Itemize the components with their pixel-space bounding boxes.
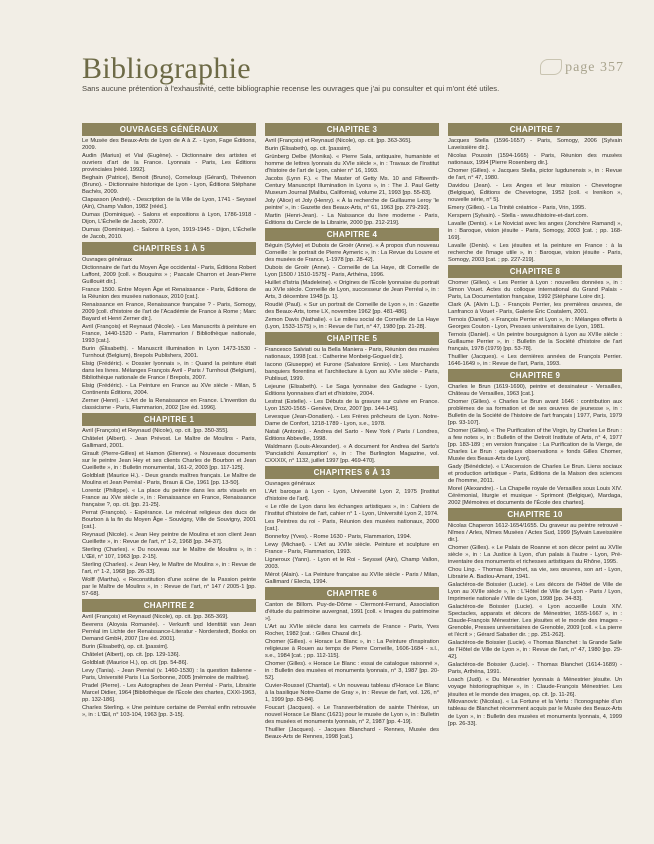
- bibliography-entry: Waldmann (Louis-Alexander). « A document for Andrea del Sarto's 'Panciatichi Assumption' », in : The Burlington Magazine, vol. CXXXIX, n° 1132, juillet 1997 [pp. 469-470].: [265, 443, 439, 464]
- bibliography-entry: Nicolas Chaperon 1612-1654/1655. Du graveur au peintre retrouvé - Nîmes / Arles, Nîmes Musées / Actes Sud, 1999 [Sylvain Laveissière dir.].: [448, 523, 622, 544]
- bibliography-entry: Chomer (Gilles). « Le Palais de Roanne et son décor peint au XVIIe siècle », in : La Justice à Lyon, d'un palais à l'autre - Lyon, Pré-inventaire des monuments et richesses artistiques du Rhône, 1995.: [448, 545, 622, 566]
- bibliography-entry: Elsig (Frédéric). - La Peinture en France au XVe siècle - Milan, 5 Continents Éditions, 2004.: [82, 383, 256, 397]
- bibliography-entry: Wolff (Martha). « Reconstitution d'une scène de la Passion peinte par le Maître de Moulins », in : Revue de l'art, n° 147 / 2005-1 [pp. 57-68].: [82, 576, 256, 598]
- bibliography-entry: Elsig (Frédéric). « Dossier lyonnais », in : Quand la peinture était dans les livres. Mélanges François Avril - Paris / Turnhout (Belgium), Bibliothèque nationale de France / Brepols, 2007.: [82, 361, 256, 382]
- leaf-ornament-icon: [540, 59, 562, 75]
- section-heading: CHAPITRES 1 À 5: [82, 242, 256, 255]
- bibliography-entry: Ternois (Daniel). « François Perrier et Lyon », in : Mélanges offerts à Georges Couton - Lyon, Presses universitaires de Lyon, 1981.: [448, 316, 622, 330]
- bibliography-entry: Reynaud (Nicole). « Jean Hey peintre de Moulins et son client Jean Cueillette », in : Revue de l'art, n° 1-2, 1968 [pp. 34-37].: [82, 532, 256, 546]
- column-1: [82, 123, 256, 823]
- bibliography-entry: Kerspern (Sylvain). - Stella - www.dhistoire-et-dart.com.: [448, 212, 589, 219]
- bibliography-entry: Renaissance en France, Renaissance française ? - Paris, Somogy, 2009 [coll. d'histoire de l'art de l'Académie de France à Rome ; Marc Bayard et Henri Zerner dir.].: [82, 301, 256, 323]
- bibliography-entry: Galactéros-de Boissier (Lucie). « Lyon accueille Louis XIV. Spectacles, apparats et décors de Ménestrier, 1655-1667 », in : Claude-François Ménestrier. Les jésuites et le monde des images - Grenoble, Presses universitaires de Grenoble, 2009 [coll. « La pierre et l'écrit » ; Gérard Sabatier dir. ; pp. 251-262].: [448, 604, 622, 639]
- bibliography-entry: Galactéros-de Boissier (Lucie). - Thomas Blanchet (1614-1689) - Paris, Arthéna, 1991.: [448, 662, 622, 676]
- bibliography-entry: Avril (François) et Reynaud (Nicole). - Les Manuscrits à peinture en France, 1440-1520 - Paris, Flammarion / Bibliothèque nationale, 1993 [cat.].: [82, 323, 256, 345]
- bibliography-entry: Ouvrages généraux: [265, 480, 315, 487]
- column-2: [265, 123, 439, 823]
- bibliography-entry: Ligneroux (Yann). - Lyon et le Roi - Seyssel (Ain), Champ Vallon, 2003.: [265, 556, 439, 570]
- bibliography-entry: Charles Sterling. « Une peinture certaine de Perréal enfin retrouvée », in : L'Œil, n° 103-104, 1963 [pp. 3-15].: [82, 704, 256, 718]
- bibliography-entry: Ouvrages généraux: [82, 257, 132, 263]
- bibliography-entry: Thuillier (Jacques). - Jacques Blanchard - Rennes, Musée des Beaux-Arts de Rennes, 1998 [cat.].: [265, 726, 439, 740]
- section-heading: CHAPITRE 3: [265, 123, 439, 136]
- bibliography-entry: Zerner (Henri). - L'Art de la Renaissance en France. L'invention du classicisme - Paris, Flammarion, 2002 [1re éd. 1996].: [82, 398, 256, 412]
- bibliography-entry: « Le rôle de Lyon dans les échanges artistiques », in : Cahiers de l'Institut d'histoire de l'art, cahier n° 1 - Lyon, Université Lyon 2, 1974.: [265, 503, 439, 517]
- bibliography-entry: Châtelet (Albert), op. cit. [pp. 129-136].: [82, 651, 181, 658]
- bibliography-entry: Mérot (Alain). - La Peinture française au XVIIe siècle - Paris / Milan, Gallimard / Electa, 1994.: [265, 571, 439, 585]
- page-title: Bibliographie: [82, 52, 251, 85]
- section-heading: CHAPITRE 2: [82, 599, 256, 612]
- bibliography-entry: Sterling (Charles). « Jean Hey, le Maître de Moulins », in : Revue de l'art, n° 1-2, 1968 [pp. 26-33].: [82, 561, 256, 576]
- page-number: page 357: [565, 60, 624, 75]
- bibliography-entry: Goldblatt (Maurice H.). - Deux grands maîtres français. Le Maître de Moulins et Jean Perréal - Paris, Braun & Cie, 1961 [pp. 13-50].: [82, 472, 256, 486]
- bibliography-entry: Davidou (Jean). - Les Anges et leur mission - Chevetogne (Belgique), Éditions de Chevetogne, 1952 [coll. « Irenikon », nouvelle série, n° 5].: [448, 182, 622, 204]
- bibliography-entry: Charles le Brun (1619-1690), peintre et dessinateur - Versailles, Château de Versailles, 1963 [cat.].: [448, 383, 622, 397]
- bibliography-entry: Burin (Élisabeth), op. cit. [passim].: [265, 145, 352, 152]
- bibliography-entry: Jacobs (Lynn F.). « The Master of Getty Ms. 10 and Fifteenth-Century Manuscript Illumination in Lyons », in : The J. Paul Getty Museum Journal [Malibu, California], volume 21, 1993 [pp. 55-83].: [265, 175, 439, 196]
- bibliography-entry: Bonnefoy (Yves). - Rome 1630 - Paris, Flammarion, 1994.: [265, 533, 412, 540]
- bibliography-entry: Galactéros-de Boissier (Lucie). « Thomas Blanchet : la Grande Salle de l'Hôtel de Ville de Lyon », in : Revue de l'art, n° 47, 1980 [pp. 29-42].: [448, 640, 622, 661]
- bibliography-entry: Milovanovic (Nicolas). « La Fortune et la Vertu : l'iconographie d'un tableau de Blanchet récemment acquis par le Musée des Beaux-Arts de Lyon », in : Bulletin des musées et monuments lyonnais, 4, 1999 [pp. 26-33].: [448, 699, 622, 727]
- bibliography-entry: Cuvier-Roussel (Chantal). « Un nouveau tableau d'Horace Le Blanc à la basilique Notre-Dame de Gray », in : Revue de l'art, vol. 126, n° 1, 1999 [pp. 83-84].: [265, 682, 439, 703]
- bibliography-entry: Lestrat (Estelle). - Les Débuts de la gravure sur cuivre en France. Lyon 1520-1565 - Genève, Droz, 2007 [pp. 144-145].: [265, 398, 439, 412]
- bibliography-entry: Chomer (Gilles). « Charles Le Brun avant 1646 : contribution aux problèmes de sa formation et de ses œuvres de jeunesse », in : Bulletin de la Société de l'histoire de l'art français | 1977, Paris, 1979 [pp. 93-107].: [448, 398, 622, 427]
- bibliography-entry: Lorentz (Philippe). « La place du peintre dans les arts visuels en France au XVe siècle », in : Renaissance en France, Renaissance française ?, op. cit. [pp. 21-25].: [82, 487, 256, 509]
- column-3: [448, 123, 622, 823]
- section-heading: CHAPITRE 6: [265, 587, 439, 600]
- bibliography-entry: Audin (Marius) et Vial (Eugène). - Dictionnaire des artistes et ouvriers d'art de la France. Lyonnais - Paris, Les Éditions provinciales [rééd. 1992].: [82, 152, 256, 174]
- bibliography-entry: Thuillier (Jacques). « Les dernières années de François Perrier. 1646-1649 », in : Revue de l'art, Paris, 1993.: [448, 353, 622, 367]
- bibliography-entry: Lavalle (Denis). « Le Noviciat avec les anges (Jonchère Ramand) », in : Baroque, vision jésuite - Paris, Somogy, 2003 [cat. ; pp. 168-169].: [448, 220, 622, 241]
- bibliography-entry: Sterling (Charles). « Du nouveau sur le Maître de Moulins », in : L'Œil, n° 107, 1963 [pp. 2-15].: [82, 546, 256, 561]
- bibliography-entry: Joly (Alice) et Joly (Henry). « À la recherche de Guillaume Leroy 'le peintre' », in : Gazette des Beaux-Arts, n° 61, 1963 [pp. 279-292].: [265, 197, 439, 211]
- bibliography-entry: Roudié (Paul). « Sur un portrait de Corneille de Lyon », in : Gazette des Beaux-Arts, tome LX, novembre 1962 [pp. 481-486].: [265, 301, 439, 315]
- bibliography-entry: L'Art au XVIIe siècle dans les carmels de France - Paris, Yves Rocher, 1982 [cat. : Gilles Chazal dir.].: [265, 623, 439, 637]
- bibliography-entry: Dumas (Dominique). - Salons et expositions à Lyon, 1786-1918 - Dijon, L'Échelle de Jacob, 2007.: [82, 212, 256, 226]
- bibliography-entry: Beghain (Patrice), Benoit (Bruno), Corneloup (Gérard), Thévenon (Bruno). - Dictionnaire historique de Lyon - Lyon, Éditions Stéphane Bachès, 2009.: [82, 175, 256, 196]
- bibliography-entry: Martin (Henri-Jean). - La Naissance du livre moderne - Paris, Éditions du Cercle de la Librairie, 2000 [pp. 212-219].: [265, 212, 439, 226]
- bibliography-entry: Avril (François) et Reynaud (Nicole), op. cit. [pp. 350-355].: [82, 428, 229, 434]
- bibliography-entry: Lavalle (Denis). « Les jésuites et la peinture en France : à la recherche de l'image utile », in : Baroque, vision jésuite - Paris, Somogy, 2003 [cat. ; pp. 227-219].: [448, 242, 622, 263]
- bibliography-entry: Avril (François) et Reynaud (Nicole), op. cit. [pp. 365-369].: [82, 613, 229, 620]
- bibliography-entry: Goldblatt (Maurice H.), op. cit. [pp. 54-86].: [82, 659, 188, 666]
- bibliography-entry: Chomer (Gilles). « Les Perrier à Lyon : nouvelles données », in : Simon Vouet. Actes du colloque international du Grand Palais - Paris, La Documentation française, 1992 [Stéphane Loire dir.].: [448, 279, 622, 301]
- bibliography-entry: Morel (Alexandre). - La Chapelle royale de Versailles sous Louis XIV. Cérémonial, liturgie et musique - Sprimont (Belgique), Mardaga, 2002 [Mémoires et documents de l'École des chartes].: [448, 486, 622, 507]
- bibliography-entry: Pradel (Pierre). - Les Autographes de Jean Perréal - Paris, Librairie Marcel Didier, 1964 [Bibliothèque de l'École des chartes, CXXI-1963, pp. 132-186].: [82, 682, 256, 703]
- intro-text: Sans aucune prétention à l'exhaustivité, cette bibliographie recense les ouvrages que j'ai pu consulter et qui m'ont été utiles.: [82, 84, 500, 93]
- bibliography-entry: Emery (Gilles). - La Trinité créatrice - Paris, Vrin, 1995.: [448, 204, 586, 211]
- bibliography-entry: Burin (Élisabeth), op. cit. [passim].: [82, 643, 169, 650]
- section-heading: CHAPITRE 9: [448, 369, 622, 382]
- section-heading: OUVRAGES GÉNÉRAUX: [82, 123, 256, 136]
- bibliography-entry: Chou Ling. - Thomas Blanchet, sa vie, ses œuvres, son art - Lyon, Librairie A. Badiou-Amant, 1941.: [448, 567, 622, 581]
- bibliography-entry: Levy (Tania). - Jean Perréal (v. 1460-1530) : la question italienne - Paris, Université Paris I La Sorbonne, 2005 [mémoire de maîtrise].: [82, 667, 256, 681]
- bibliography-entry: Ternois (Daniel). « Un peintre bourguignon à Lyon au XVIIe siècle : Guillaume Perrier », in : Bulletin de la Société d'histoire de l'art français, 1978 (1979) [pp. 53-78].: [448, 331, 622, 353]
- bibliography-entry: L'Art baroque à Lyon - Lyon, Université Lyon 2, 1975 [Institut d'histoire de l'art].: [265, 488, 439, 502]
- bibliography-entry: Perrat (François). - Espérance. Le mécénat religieux des ducs de Bourbon à la fin du Moyen Âge - Souvigny, Ville de Souvigny, 2001 [cat.].: [82, 509, 256, 531]
- bibliography-entry: Dictionnaire de l'art du Moyen Âge occidental - Paris, Éditions Robert Laffont, 2009 [coll. « Bouquins » ; Pascale Charron et Jean-Pierre Guillouët dir.].: [82, 264, 256, 286]
- bibliography-entry: Nicolas Poussin (1594-1665) - Paris, Réunion des musées nationaux, 1994 [Pierre Rosenberg dir.].: [448, 152, 622, 167]
- bibliography-entry: Chomer (Gilles). « Horace Le Blanc », in : La Peinture d'inspiration religieuse à Rouen au temps de Pierre Corneille, 1606-1684 - s.l., s.e., 1984 [cat. ; pp. 112-115].: [265, 638, 439, 659]
- bibliography-entry: Levesque (Jean-Donatien). - Les Frères prêcheurs de Lyon. Notre-Dame de Confort, 1218-1789 - Lyon, s.e., 1978.: [265, 413, 439, 427]
- section-heading: CHAPITRE 8: [448, 265, 622, 278]
- bibliography-entry: Foucart (Jacques). « Le Transverbération de sainte Thérèse, un nouvel Horace Le Blanc (1621) pour le musée de Lyon », in : Bulletin des musées et monuments lyonnais, n° 2, 1987 [pp. 4-19].: [265, 704, 439, 725]
- bibliography-entry: Dubois de Groër (Anne). - Corneille de La Haye, dit Corneille de Lyon [1500 / 1510-1575] - Paris, Arthéna, 1996.: [265, 264, 439, 278]
- bibliography-entry: Lewy (Michael). - L'Art au XVIIe siècle. Peinture et sculpture en France - Paris, Flammarion, 1993.: [265, 541, 439, 555]
- bibliography-entry: Le Musée des Beaux-Arts de Lyon de A à Z. - Lyon, Fage Éditions, 2009.: [82, 138, 256, 152]
- bibliography-entry: Loach (Judi). « Du Ménestrier lyonnais à Ménestrier jésuite. Un voyage historiographique », in : Claude-François Ménestrier. Les jésuites et le monde des images, op. cit. [p. 11-26].: [448, 677, 622, 698]
- section-heading: CHAPITRE 5: [265, 332, 439, 345]
- bibliography-entry: Châtelet (Albert). - Jean Prévost. Le Maître de Moulins - Paris, Gallimard, 2001.: [82, 435, 256, 449]
- bibliography-entry: Gady (Bénédicte). « L'Ascension de Charles Le Brun. Liens sociaux et production artistique - Paris, Éditions de la Maison des sciences de l'homme, 2011.: [448, 464, 622, 485]
- section-heading: CHAPITRE 1: [82, 413, 256, 426]
- bibliography-entry: Iacono (Giuseppe) et Furone (Salvatore Ennio). - Les Marchands banquiers florentins et l'architecture à Lyon au XVIe siècle - Paris, Publisud, 1999.: [265, 361, 439, 382]
- bibliography-entry: Chomer (Gilles). « Horace Le Blanc : essai de catalogue raisonné », in : Bulletin des musées et monuments lyonnais, n° 3, 1987 [pp. 20-52].: [265, 660, 439, 681]
- section-heading: CHAPITRE 10: [448, 508, 622, 521]
- section-heading: CHAPITRE 4: [265, 228, 439, 241]
- bibliography-entry: Beerens (Aloysia Romanée). - Verkunft und Identität van Jean Perréal im Lichte der Renaissance-Literatur - Norderstedt, Books on Demand GmbH, 2007 [1re éd. 2001].: [82, 621, 256, 643]
- bibliography-entry: Dumas (Dominique). - Salons à Lyon, 1919-1945 - Dijon, L'Échelle de Jacob, 2010.: [82, 227, 256, 241]
- bibliography-entry: France 1500. Entre Moyen Âge et Renaissance - Paris, Éditions de la Réunion des musées nationaux, 2010 [cat.].: [82, 286, 256, 301]
- bibliography-entry: Galactéros-de Boissier (Lucie). « Les décors de l'Hôtel de Ville de Lyon au XVIIe siècle », in : L'Hôtel de Ville de Lyon - Paris / Lyon, Imprimerie nationale / Ville de Lyon, 1998 [pp. 34-83].: [448, 582, 622, 603]
- bibliography-entry: Béguin (Sylvie) et Dubois de Groër (Anne). « À propos d'un nouveau Corneille : le portrait de Pierre Aymeric », in : La Revue du Louvre et des musées de France, 1-1978 [pp. 28-42].: [265, 242, 439, 263]
- bibliography-entry: Burin (Élisabeth). - Manuscrit illumination in Lyon 1473-1530 - Turnhout (Belgium), Brepols Publishers, 2001.: [82, 346, 256, 360]
- bibliography-entry: Canton de Billom. Puy-de-Dôme - Clermont-Ferrand, Association d'étude du patrimoine auvergnat, 1991 [coll. « Images du patrimoine »].: [265, 601, 439, 622]
- bibliography-entry: Avril (François) et Reynaud (Nicole), op. cit. [pp. 363-365].: [265, 138, 412, 144]
- bibliography-entry: Girault (Pierre-Gilles) et Hamon (Étienne). « Nouveaux documents sur le peintre Jean Hey et ses clients Charles de Bourbon et Jean Cueillette », in : Bulletin monumental, 161-2, 2003 [pp. 117-125].: [82, 450, 256, 472]
- bibliography-entry: Grünberg Delbe (Monika). « Pierre Sala, antiquaire, humaniste et homme de lettres lyonnais du XVIe siècle », in : Travaux de l'Institut d'histoire de l'art de Lyon, cahier n° 16, 1993.: [265, 153, 439, 174]
- bibliography-entry: Huillet d'Istria (Madeleine). « Origines de l'École lyonnaise du portrait au XVIe siècle. Corneille de Lyon, successeur de Jean Perréal », in : Arts, 3 décembre 1948 [p. 1].: [265, 279, 439, 301]
- bibliography-entry: Clark (A. [Alvin L.]). - François Perrier, les premières œuvres, de Lanfranco à Vouet - Paris, Galerie Éric Coatalem, 2001.: [448, 301, 622, 315]
- bibliography-entry: Chomer (Gilles). « Jacques Stella, pictor lugdunensis », in : Revue de l'art, n° 47, 1980.: [448, 167, 622, 182]
- section-heading: CHAPITRE 7: [448, 123, 622, 136]
- bibliography-entry: Natali (Antonio). - Andrea del Sarto - New York / Paris / Londres, Éditions Abbeville, 1998.: [265, 428, 439, 442]
- bibliography-entry: Chomer (Gilles). « The Purification of the Virgin, by Charles Le Brun : a few notes », in : Bulletin of the Detroit Institute of Arts, n° 4, 1977 [pp. 183-189 ; en version française : La Purification de la Vierge, de Charles Le Brun : quelques observations » fonds Gilles Chomer, Musée des Beaux-Arts de Lyon].: [448, 428, 622, 463]
- bibliography-entry: Zemon Davis (Nathalie). « Le milieu social de Corneille de La Haye (Lyon, 1533-1575) », in : Revue de l'art, n° 47, 1980 [pp. 21-28].: [265, 316, 439, 330]
- bibliography-entry: Lejeune (Elisabeth). - Le Saga lyonnaise des Gadagne - Lyon, Éditions lyonnaises d'art et d'histoire, 2004.: [265, 383, 439, 397]
- bibliography-entry: Les Peintres du roi - Paris, Réunion des musées nationaux, 2000 [cat.].: [265, 518, 439, 532]
- bibliography-entry: Jacques Stella (1596-1657) - Paris, Somogy, 2006 [Sylvain Laveissière dir.].: [448, 138, 622, 152]
- bibliography-entry: Clapasson (André). - Description de la Ville de Lyon, 1741 - Seyssel (Ain), Champ Vallon, 1982 [rééd.].: [82, 197, 256, 211]
- bibliography-entry: Francesco Salviati ou la Bella Maniera - Paris, Réunion des musées nationaux, 1998 [cat. : Catherine Monbeig-Goguel dir.].: [265, 346, 439, 360]
- section-heading: CHAPITRES 6 À 13: [265, 466, 439, 479]
- bibliography-columns: [82, 123, 638, 823]
